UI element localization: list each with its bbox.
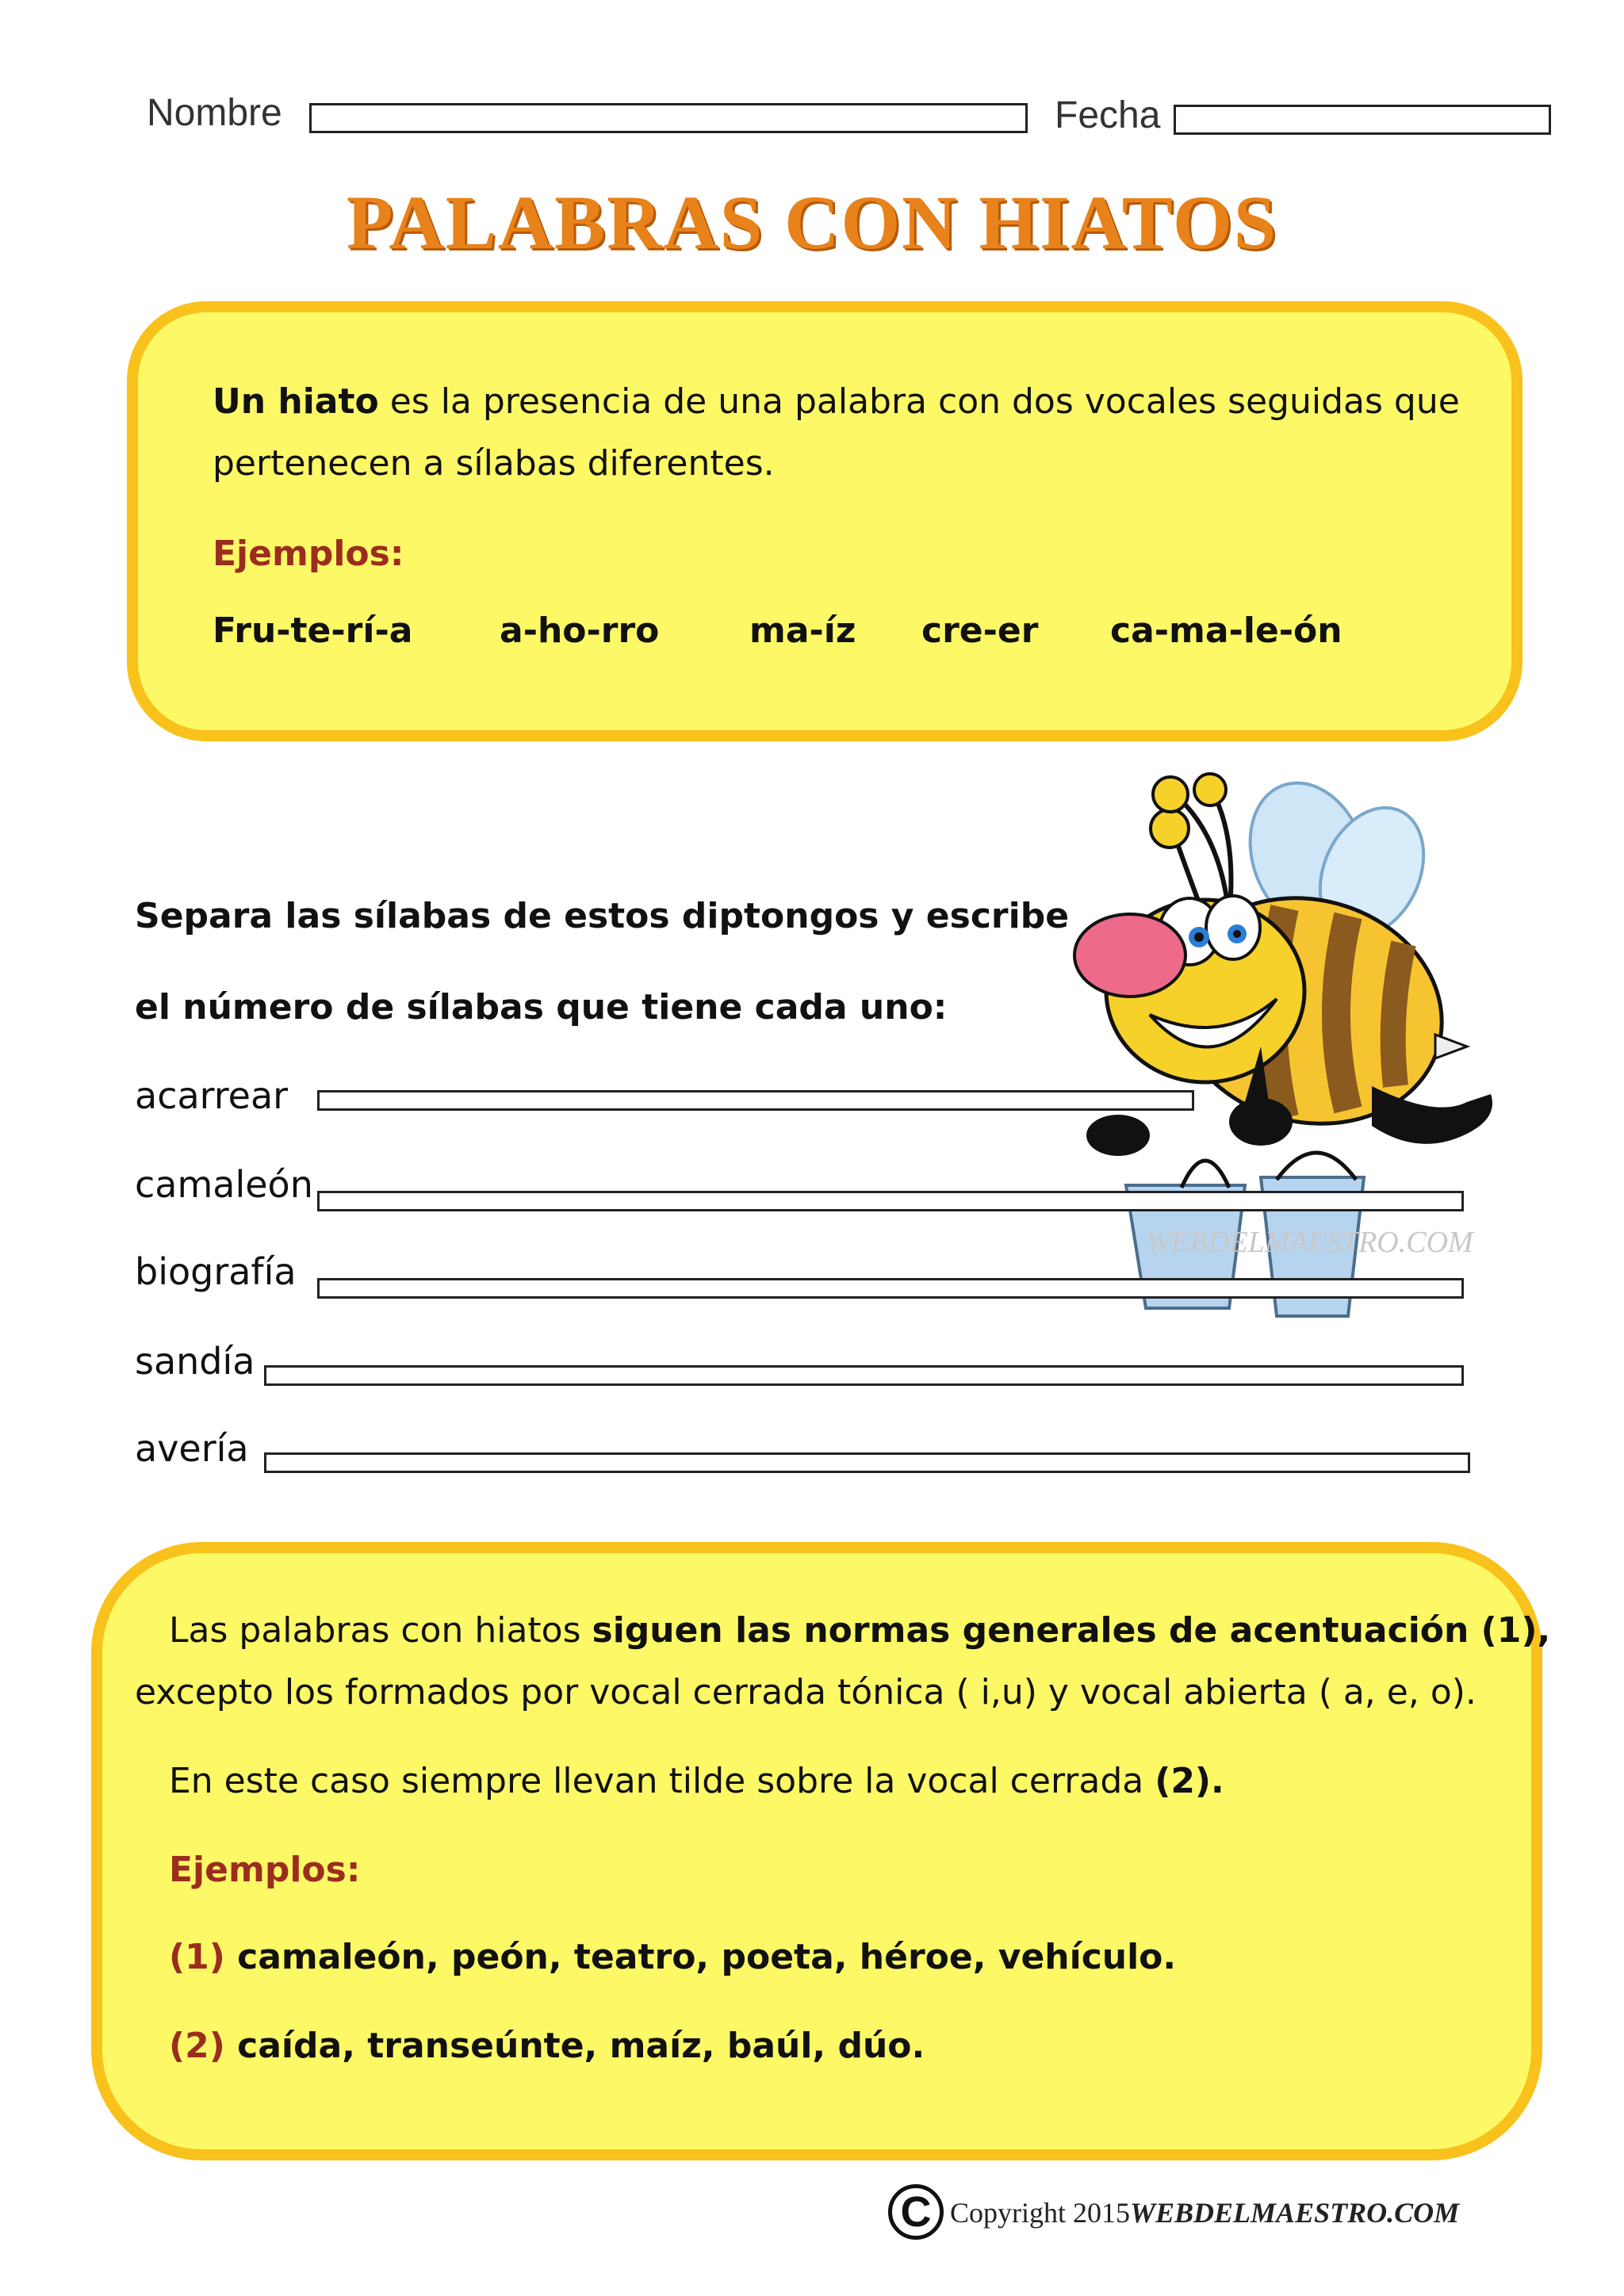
rules-line-3 [169,1751,1224,1812]
definition-box [127,301,1522,741]
example-marker-2: (2) [169,2026,225,2066]
exercise-word: acarrear [135,1074,289,1117]
answer-line[interactable] [264,1452,1470,1473]
answer-line[interactable] [317,1090,1194,1111]
example-marker-1: (1) [169,1937,225,1977]
definition-examples-label: Ejemplos: [213,534,404,574]
watermark: WEBDELMAESTRO.COM [1146,1226,1473,1259]
example-words-2: caída, transeúnte, maíz, baúl, dúo. [224,2026,925,2066]
exercise-word: avería [135,1427,249,1470]
rules-text-1a: Las palabras con hiatos [169,1610,592,1651]
rules-text-3a: En este caso siempre llevan tilde sobre la vocal cerrada [169,1761,1155,1801]
example-words-1: camaleón, peón, teatro, poeta, héroe, vehículo. [224,1937,1177,1977]
rules-text-3b: (2). [1155,1761,1224,1801]
answer-line[interactable] [264,1365,1464,1386]
definition-line-2: pertenecen a sílabas diferentes. [213,443,775,484]
example-word: a-ho-rro [500,610,660,651]
rules-examples-label: Ejemplos: [169,1850,361,1890]
example-word: cre-er [921,610,1039,651]
rules-line-2: excepto los formados por vocal cerrada tónica ( i,u) y vocal abierta ( a, e, o). [135,1672,1477,1712]
definition-line-1 [213,371,1460,433]
instruction-line-2: el número de sílabas que tiene cada uno: [135,987,948,1027]
exercise-word: camaleón [135,1163,313,1206]
definition-text-1: es la presencia de una palabra con dos vocales seguidas que [378,381,1460,422]
copyright-text: Copyright 2015 [950,2197,1131,2229]
copyright-line [950,2196,1459,2229]
example-word: ca-ma-le-ón [1110,610,1342,651]
exercise-word: biografía [135,1250,297,1293]
exercise-word: sandía [135,1340,255,1383]
hiato-term: Un hiato [213,381,379,422]
example-word: ma-íz [749,610,856,651]
site-name: WEBDELMAESTRO.COM [1130,2197,1460,2229]
rules-line-1 [169,1600,1550,1662]
rules-text-1b: siguen las normas generales de acentuación (1), [592,1610,1551,1651]
date-field[interactable] [1174,105,1551,135]
name-field[interactable] [309,103,1028,133]
rules-example-1 [169,1927,1176,1988]
answer-line[interactable] [317,1191,1464,1211]
name-label: Nombre [147,92,282,134]
example-word: Fru-te-rí-a [213,610,413,651]
page-title: PALABRAS CON HIATOS [346,180,1278,265]
rules-example-2 [169,2015,925,2077]
answer-line[interactable] [317,1278,1464,1299]
date-label: Fecha [1055,94,1161,136]
copyright-icon: C [888,2184,944,2240]
instruction-line-1: Separa las sílabas de estos diptongos y escribe [135,896,1070,936]
